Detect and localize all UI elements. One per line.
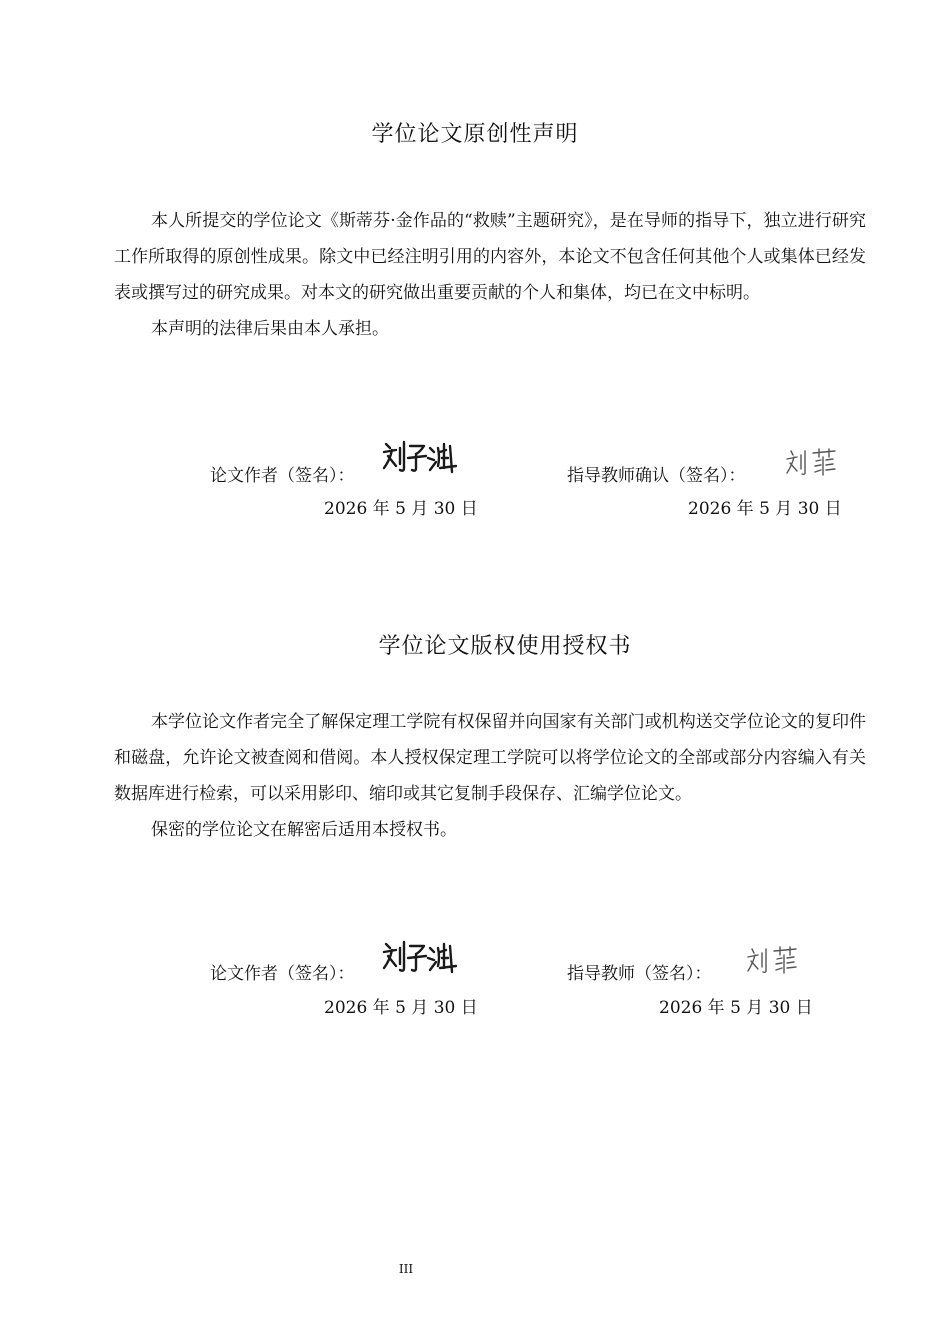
declaration-author-date: 2026 年 5 月 30 日	[324, 499, 478, 519]
declaration-title: 学位论文原创性声明	[371, 122, 579, 147]
authorization-author-label: 论文作者（签名）：	[210, 964, 355, 984]
authorization-title: 学位论文版权使用授权书	[378, 634, 632, 659]
authorization-advisor-signature-image	[746, 945, 802, 975]
authorization-advisor-date: 2026 年 5 月 30 日	[659, 998, 813, 1018]
advisor-signature-image	[785, 447, 841, 477]
authorization-body	[114, 704, 866, 848]
declaration-paragraph-1: 本人所提交的学位论文《斯蒂芬·金作品的“救赎”主题研究》，是在导师的指导下，独立进行研究工作所取得的原创性成果。除文中已经注明引用的内容外，本论文不包含任何其他个人或集体已经发表或撰写过的研究成果。对本文的研究做出重要贡献的个人和集体，均已在文中标明。	[114, 211, 866, 303]
authorization-advisor-label: 指导教师（签名）：	[567, 964, 712, 984]
author-signature-image	[380, 438, 462, 478]
authorization-paragraph-2: 保密的学位论文在解密后适用本授权书。	[151, 820, 457, 840]
declaration-author-label: 论文作者（签名）：	[210, 466, 355, 486]
authorization-author-date: 2026 年 5 月 30 日	[324, 998, 478, 1018]
authorization-paragraph-1: 本学位论文作者完全了解保定理工学院有权保留并向国家有关部门或机构送交学位论文的复印件和磁盘，允许论文被查阅和借阅。本人授权保定理工学院可以将学位论文的全部或部分内容编入有关数据库进行检索，可以采用影印、缩印或其它复制手段保存、汇编学位论文。	[114, 712, 866, 804]
authorization-author-signature-image	[380, 938, 462, 978]
declaration-paragraph-2: 本声明的法律后果由本人承担。	[151, 319, 389, 339]
declaration-body	[114, 203, 866, 347]
page-number: III	[398, 1262, 414, 1276]
declaration-advisor-label: 指导教师确认（签名）：	[567, 466, 746, 486]
declaration-advisor-date: 2026 年 5 月 30 日	[688, 499, 842, 519]
